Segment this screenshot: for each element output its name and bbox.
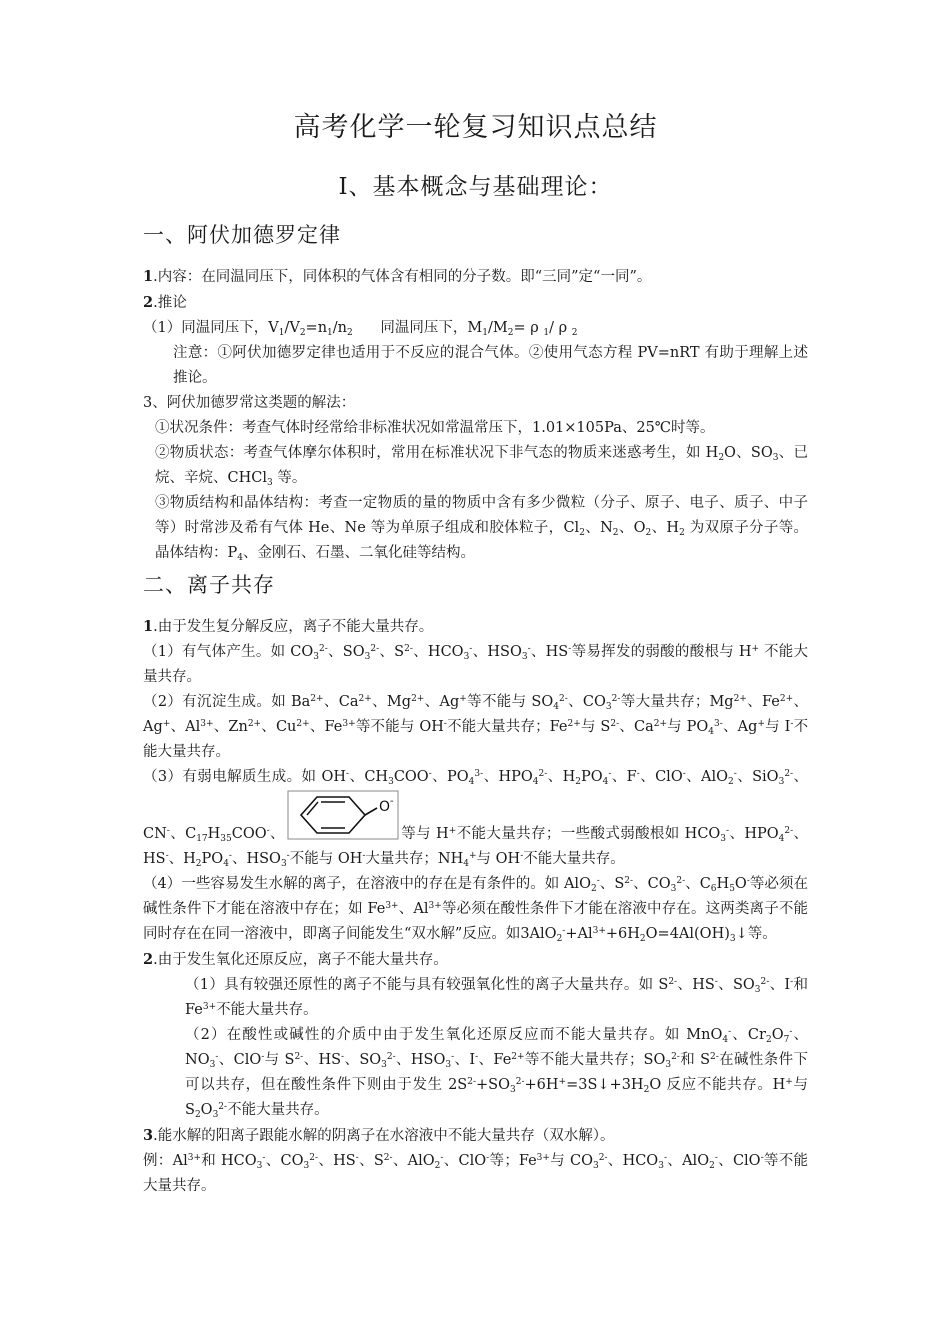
ion-weak-electrolyte: （3）有弱电解质生成。如 OH-、$CH_3COO^-$、$PO_4^{3-}$、$HPO_4^{2-}$、$H_2PO_4^-$、F-、ClO-、AlO$_2$-、SiO$_3^{2-}$、CN-、$C_{17}H_{35}COO^-$、 O - 等与 H+不能大量共存；一些酸式弱酸根如 $HCO_3^-$、$HPO_4^{2-}$、HS-、$H_2PO_4^-$、$HSO_3^-$不能与 OH-大量共存；$NH_4^+$与 OH-不能大量共存。 [143, 769, 809, 869]
ion-precipitate: （2）有沉淀生成。如 $Ba^{2+}$、$Ca^{2+}$、$Mg^{2+}$、Ag+等不能与 $SO_4^{2-}$、$CO_3^{2-}$等大量共存；$Mg^{2+}$、$Fe^{2+}$、Ag+、$Al^{3+}$、$Zn^{2+}$、$Cu^{2+}$、$Fe^{3+}$等不能与 OH-不能大量共存；$Fe^{2+}$与 $S^{2-}$、$Ca^{2+}$与 $PO_4^{3-}$、Ag+与 I-不能大量共存。 [143, 694, 809, 760]
section-heading-ion-coexistence: 二、离子共存 [143, 573, 275, 597]
ion-hydrolysis: （4）一些容易发生水解的离子，在溶液中的存在是有条件的。如 AlO$_2$-、$S^{2-}$、$CO_3^{2-}$、$C_6H_5O^-$等必须在碱性条件下才能在溶液中存在；如 $Fe^{3+}$、$Al^{3+}$等必须在酸性条件下才能在溶液中存在。这两类离子不能同时存在在同一溶液中，即离子间能发生“双水解”反应。如$3AlO_2^-+Al^{3+}+6H_2O=4Al(OH)_3↓$等。 [143, 876, 809, 944]
ion-gas: （1）有气体产生。如 $CO_3^{2-}$、$SO_3^{2-}$、$S^{2-}$、$HCO_3^-$、$HSO_3^-$、HS-等易挥发的弱酸的酸根与 H+ 不能大量共存。 [143, 644, 809, 685]
phenoxide-structure-icon [287, 790, 399, 840]
avogadro-inference-1: （1）同温同压下，$V_1/V_2=n_1/n_2$ 同温同压下，$M_1/M_2= \rho$ $_1$/ ρ $_2$ [143, 320, 578, 338]
avogadro-note: 注意：①阿伏加德罗定律也适用于不反应的混合气体。②使用气态方程 PV=nRT 有助于理解上述推论。 [173, 345, 808, 386]
ion-rule-2: 2.由于发生氧化还原反应，离子不能大量共存。 [143, 951, 448, 968]
ion-example: 例：$Al^{3+}$和 $HCO_3^-$、$CO_3^{2-}$、HS-、$S^{2-}$、AlO$_2$-、ClO-等；$Fe^{3+}$与 $CO_3^{2-}$、$HCO_3^-$、AlO$_2$-、ClO-等不能大量共存。 [143, 1153, 809, 1194]
avogadro-state: ②物质状态：考查气体摩尔体积时，常用在标准状况下非气态的物质来迷惑考生，如 $H_2O$、$SO_3$、已烷、辛烷、CHCl$_3$ 等。 [155, 445, 809, 488]
ion-redox-1: （1）具有较强还原性的离子不能与具有较强氧化性的离子大量共存。如 $S^{2-}$、HS-、$SO_3^{2-}$、I-和 $Fe^{3+}$不能大量共存。 [185, 977, 808, 1018]
avogadro-inference: 2.推论 [143, 294, 187, 311]
avogadro-method-heading: 3、阿伏加德罗常这类题的解法： [143, 395, 356, 411]
avogadro-condition: ①状况条件：考查气体时经常给非标准状况如常温常压下，1.01×105Pa、25℃时等。 [155, 420, 715, 436]
document-page [143, 110, 808, 1199]
avogadro-structure: ③物质结构和晶体结构：考查一定物质的量的物质中含有多少微粒（分子、原子、电子、质子、中子等）时常涉及希有气体 He、Ne 等为单原子组成和胶体粒子，$Cl_2$、$N_2$、$O_2$、$H_2$ 为双原子分子等。晶体结构：$P_4$、金刚石、石墨、二氧化硅等结构。 [155, 495, 809, 563]
section-heading-avogadro: 一、阿伏加德罗定律 [143, 223, 341, 247]
ion-redox-2: （2）在酸性或碱性的介质中由于发生氧化还原反应而不能大量共存。如 MnO$_4$-、$Cr_2O_7^-$、$NO_3^-$、ClO-与 $S^{2-}$、HS-、$SO_3^{2-}$、$HSO_3^-$、I-、$Fe^{2+}$等不能大量共存；$SO_3^{2-}$和 $S^{2-}$在碱性条件下可以共存，但在酸性条件下则由于发生 $2S^{2-}+SO_3^{2-}+6H^+=3S↓+3H_2O$ 反应不能共存。H+与 $S_2O_3^{2-}$不能大量共存。 [185, 1027, 809, 1120]
svg-text:-: - [389, 796, 394, 807]
svg-text:O: O [378, 799, 390, 815]
part-title: Ⅰ、基本概念与基础理论： [338, 174, 613, 200]
ion-rule-1: 1.由于发生复分解反应，离子不能大量共存。 [143, 618, 434, 635]
avogadro-content: 1.内容：在同温同压下，同体积的气体含有相同的分子数。即“三同”定“一同”。 [143, 268, 652, 285]
page-title: 高考化学一轮复习知识点总结 [293, 112, 658, 143]
ion-rule-3: 3.能水解的阳离子跟能水解的阴离子在水溶液中不能大量共存（双水解）。 [143, 1127, 615, 1144]
